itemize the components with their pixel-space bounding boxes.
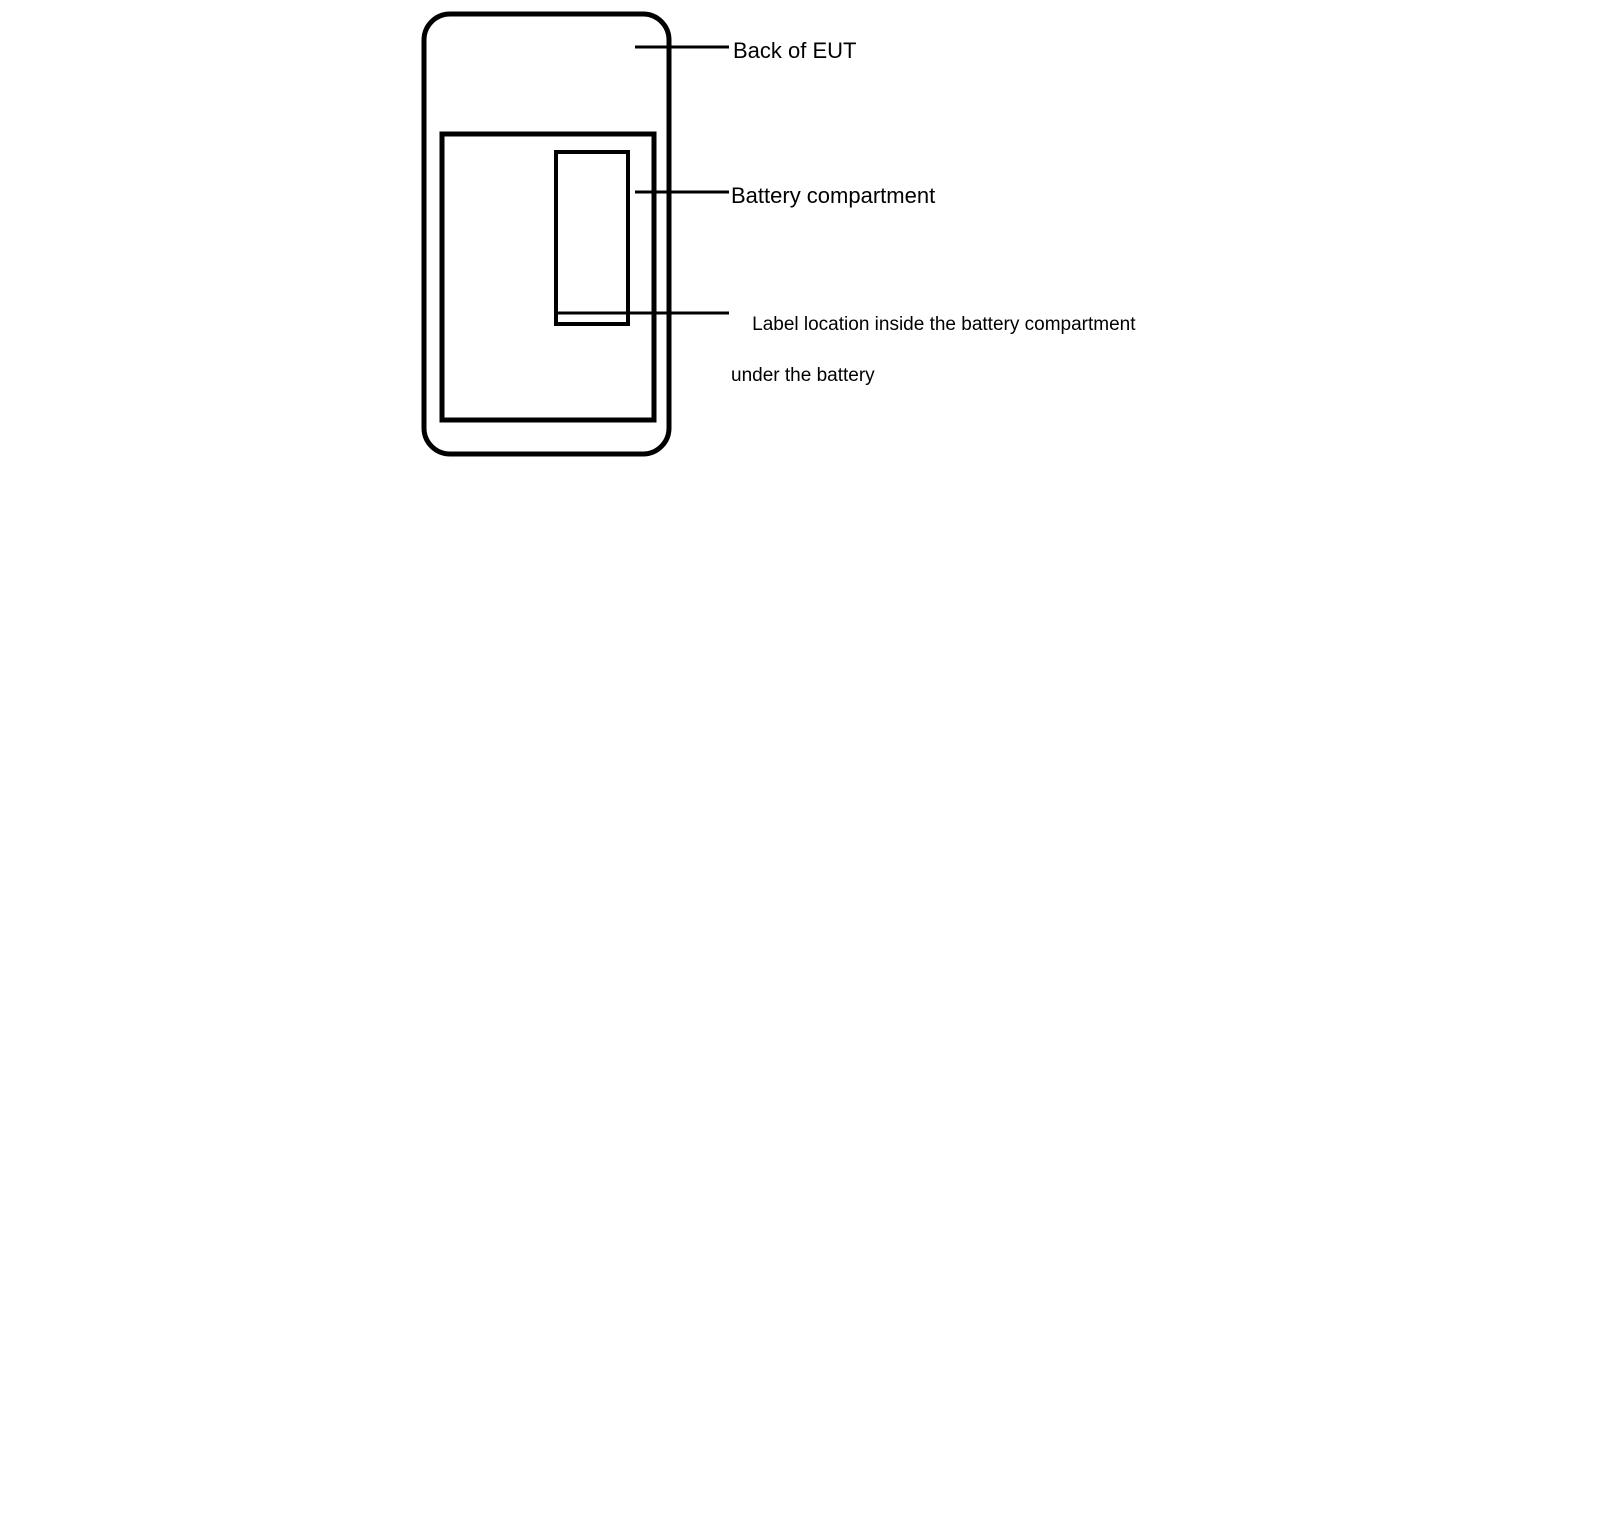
back-of-eut-outline: [424, 14, 669, 454]
label-location-rect: [556, 152, 628, 324]
callout-label-battery-compartment: Battery compartment: [731, 183, 936, 208]
battery-compartment-rect: [442, 134, 654, 420]
callout-label-label-location-line2: under the battery: [731, 364, 875, 386]
callout-label-back-of-eut: Back of EUT: [733, 38, 857, 63]
callout-label-label-location-line1: Label location inside the battery compartment: [752, 313, 1136, 335]
callout-label-label-location: [731, 286, 1136, 440]
